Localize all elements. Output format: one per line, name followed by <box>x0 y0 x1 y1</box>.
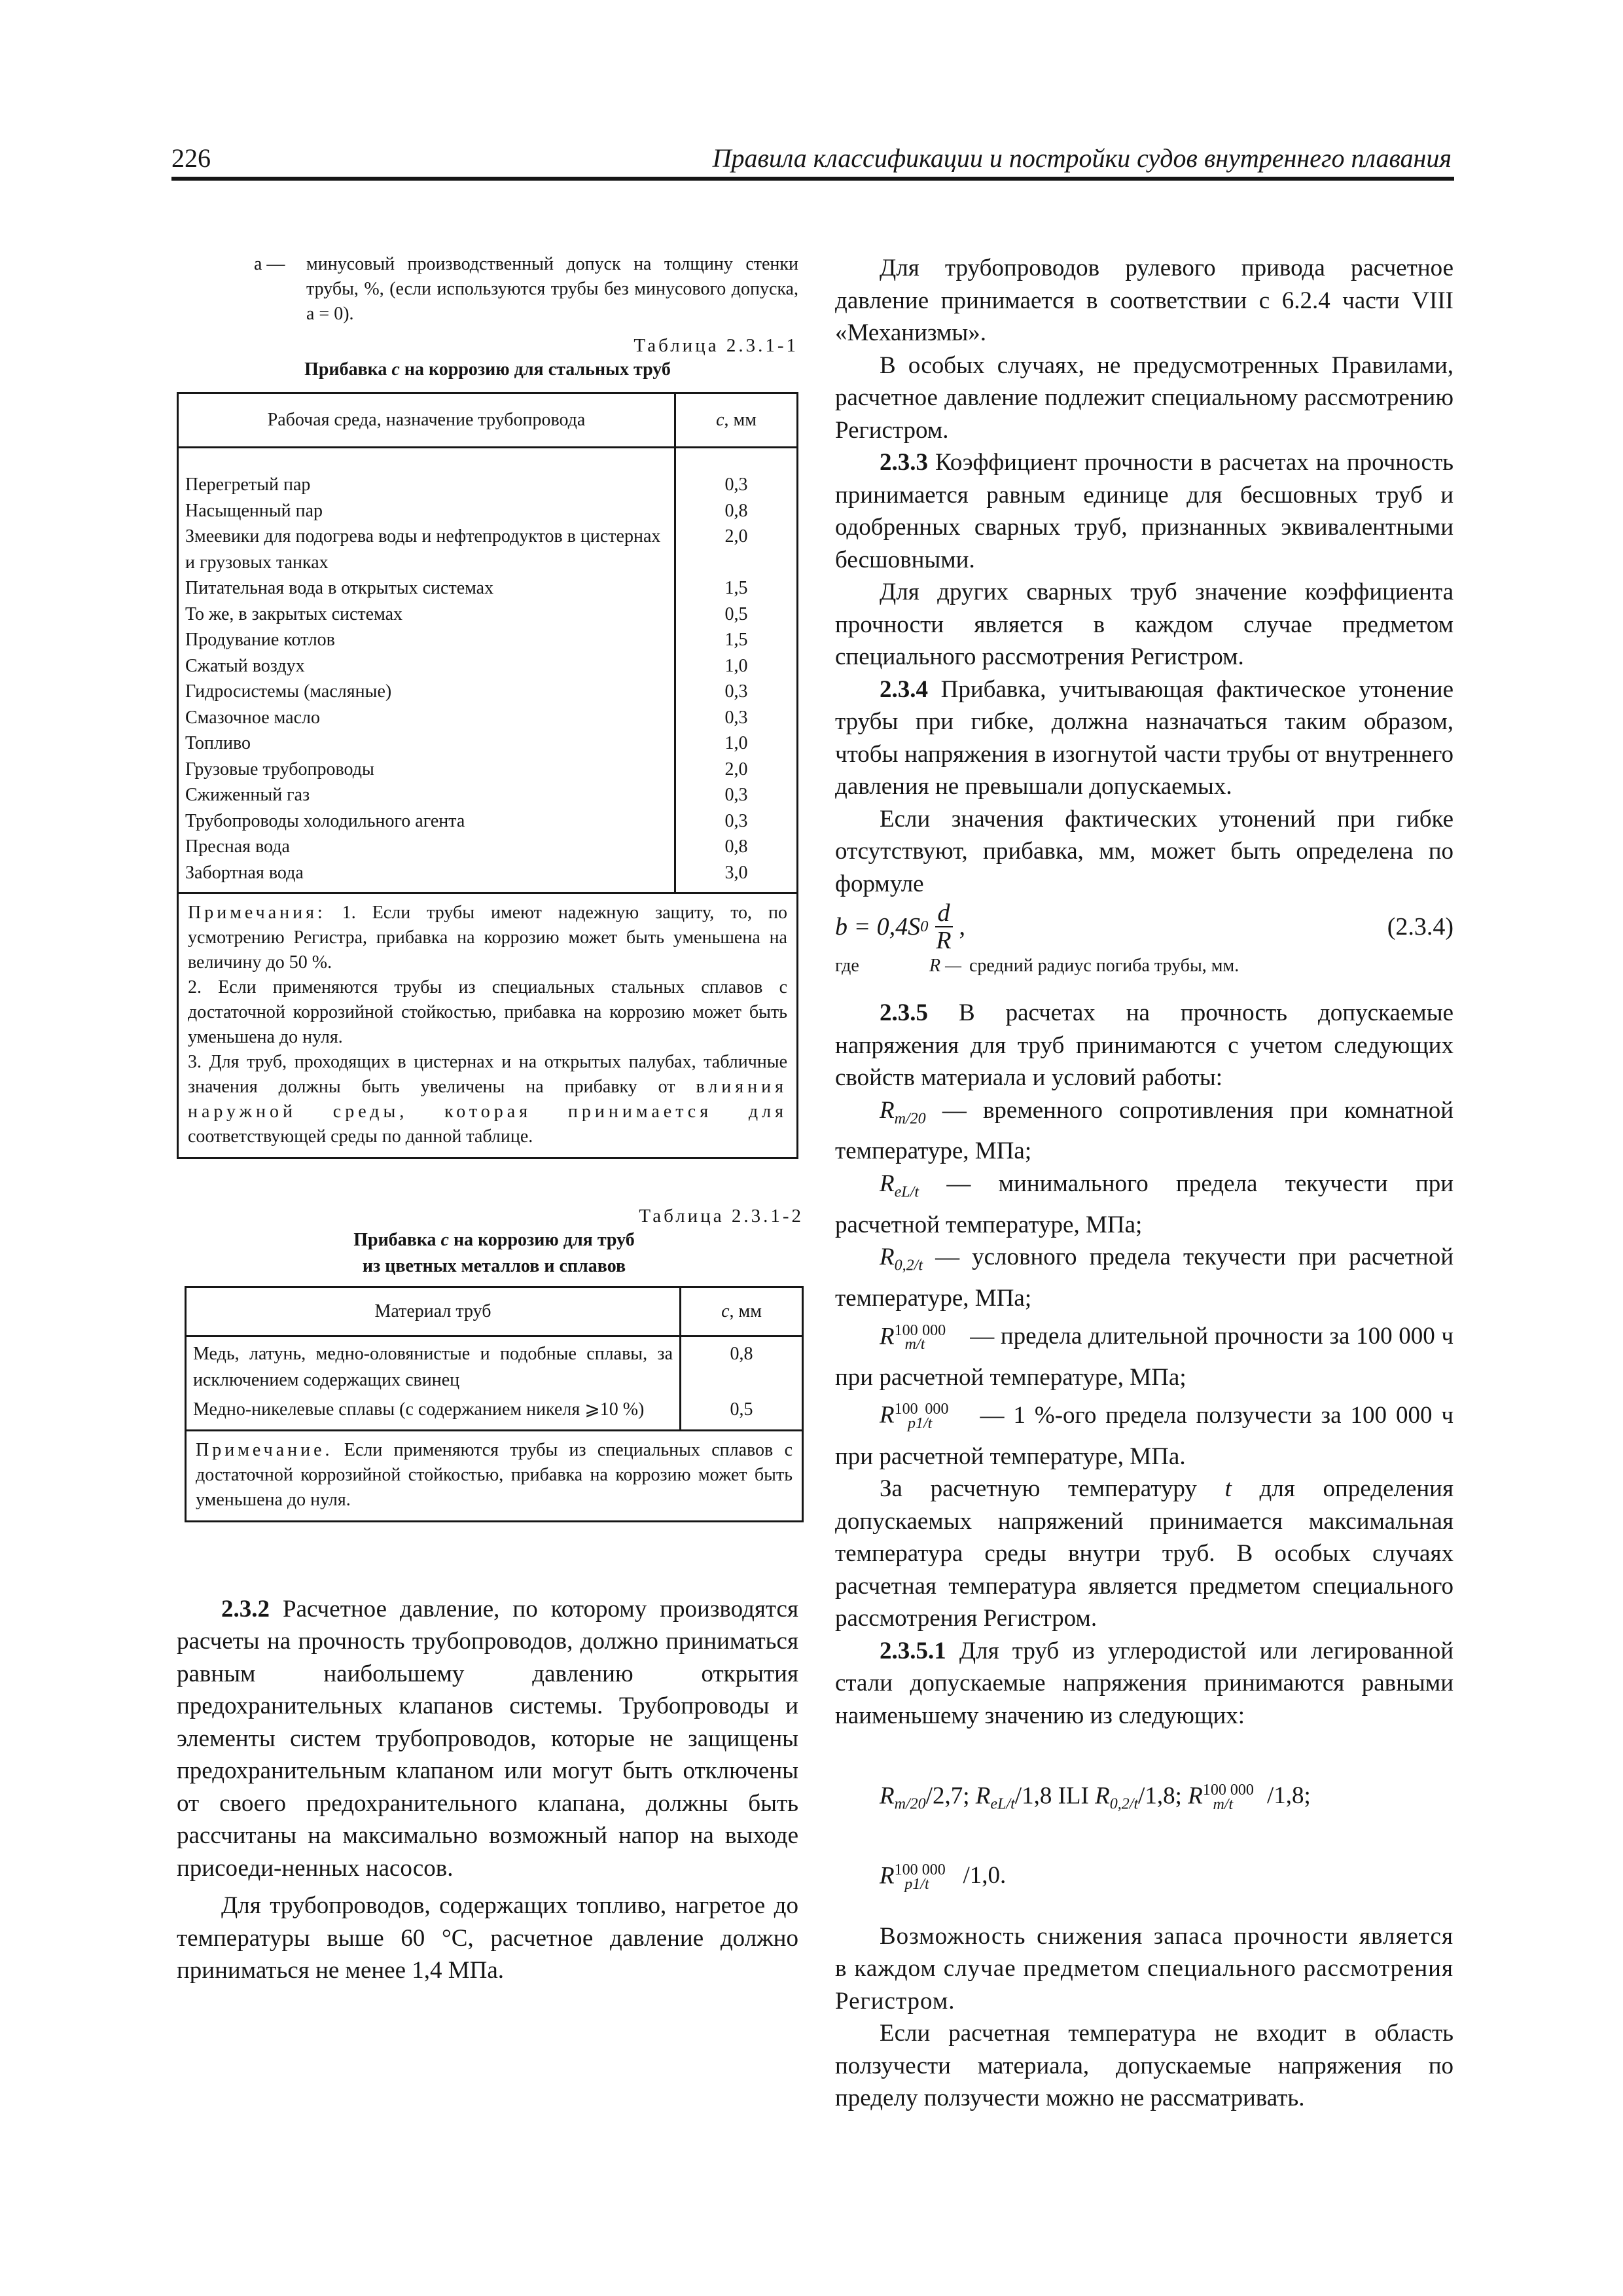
formula-comma: , <box>959 913 965 941</box>
def-symbol: R <box>880 1401 895 1429</box>
row-value: 0,5 <box>730 1399 753 1420</box>
def-symbol: R <box>880 1323 895 1350</box>
table-row <box>178 834 798 860</box>
def-subscript: m/20 <box>894 1109 926 1127</box>
table2-title-post: на коррозию для труб <box>448 1230 635 1250</box>
table1-notes <box>177 894 798 1159</box>
sf-d-sub: m/t <box>1213 1795 1234 1813</box>
table-row <box>178 653 798 679</box>
note-3c: соответствующей среды по данной таблице. <box>188 1126 533 1147</box>
formula-expression <box>835 900 965 954</box>
table-row <box>178 472 798 498</box>
formula-number: (2.3.4) <box>1387 913 1454 941</box>
def-symbol: R <box>880 1170 895 1197</box>
notes-label: Примечания: <box>188 903 326 923</box>
row-value: 0,3 <box>724 707 748 728</box>
where-symbol: R — <box>929 956 961 976</box>
table-row <box>178 498 798 524</box>
row-value: 0,3 <box>724 785 748 805</box>
table1-title-pre: Прибавка <box>304 359 392 380</box>
paragraph-steering: Для трубопроводов рулевого привода расчетное давление принимается в соответствии с 6.2.4 части VIII «Механизмы». <box>835 255 1454 346</box>
table-row <box>178 782 798 808</box>
temp-symbol: t <box>1224 1475 1232 1503</box>
table2-title-line2: из цветных металлов и сплавов <box>362 1256 626 1276</box>
table2-note-label: Примечание. <box>196 1439 333 1460</box>
paragraph-design-temperature <box>835 1473 1454 1635</box>
table-row <box>178 757 798 783</box>
variable-symbol: a — <box>254 254 285 274</box>
row-name: Медно-никелевые сплавы (с содержанием никеля ⩾10 %) <box>186 1393 681 1430</box>
table2-title-symbol: c <box>440 1230 449 1250</box>
row-value: 0,8 <box>724 500 748 521</box>
sf-d-tail: /1,8; <box>1266 1782 1311 1810</box>
paragraph-2-3-2 <box>177 1593 798 1885</box>
fraction-numerator: d <box>935 900 953 927</box>
table1-header-allowance <box>675 393 798 448</box>
row-value: 1,0 <box>724 655 748 676</box>
formula-subscript: 0 <box>920 918 929 935</box>
paragraph-special-cases: В особых случаях, не предусмотренных Правилами, расчетное давление подлежит специальному рассмотрению Регистром. <box>835 351 1454 444</box>
row-name: Насыщенный пар <box>178 498 675 524</box>
corrosion-table-nonferrous <box>185 1286 804 1431</box>
table2-notes <box>185 1431 804 1522</box>
table2-title <box>185 1227 804 1280</box>
formula-where <box>835 954 1454 978</box>
table-row <box>178 860 798 893</box>
def-subscript: p1/t <box>907 1415 933 1433</box>
note-1: 1. Если трубы имеют надежную защиту, то, по усмотрению Регистра, прибавка на коррозию может быть уменьшена на величину до 50 %. <box>188 903 787 973</box>
where-text: средний радиус погиба трубы, мм. <box>969 956 1240 976</box>
row-value: 1,5 <box>724 578 748 598</box>
table2-title-pre: Прибавка <box>353 1230 441 1250</box>
row-name: Сжатый воздух <box>178 653 675 679</box>
row-name: Забортная вода <box>178 860 675 893</box>
table2-header-allowance <box>681 1287 803 1336</box>
table1-header-medium: Рабочая среда, назначение трубопровода <box>178 393 675 448</box>
paragraph-text: Расчетное давление, по которому производятся расчеты на прочность трубопроводов, должно приниматься равным наибольшему давлению открытия предохранительных клапанов системы. Трубопроводы и элементы систем трубопроводов, которые не защищены предохранительным клапаном или могут быть отключены от своего предохранительного клапана, должны быть рассчитаны на максимально возможный напор на выходе присоеди-ненных насосов. <box>177 1595 798 1882</box>
table2-caption: Таблица 2.3.1-2 <box>639 1206 804 1227</box>
paragraph-text: Для труб из углеродистой или легированной стали допускаемые напряжения принимаются равными наименьшему значению из следующих: <box>835 1637 1454 1729</box>
def-subscript: 0,2/t <box>894 1257 923 1274</box>
variable-definition-a <box>254 252 798 327</box>
table1-caption: Таблица 2.3.1-1 <box>633 335 798 356</box>
row-name: Гидросистемы (масляные) <box>178 679 675 705</box>
table-row <box>178 524 798 575</box>
temp-text-a: За расчетную температуру <box>880 1475 1225 1503</box>
def-text: — условного предела текучести при расчетной температуре, МПа; <box>835 1244 1454 1312</box>
table-row <box>178 601 798 628</box>
section-number: 2.3.5.1 <box>880 1637 946 1664</box>
row-name: Питательная вода в открытых системах <box>178 575 675 601</box>
row-value: 0,3 <box>724 810 748 831</box>
paragraph-welded: Для других сварных труб значение коэффициента прочности является в каждом случае предметом специального рассмотрения Регистром. <box>835 579 1454 670</box>
sf-a-sub: m/20 <box>894 1795 926 1813</box>
paragraph-formula-intro: Если значения фактических утонений при гибке отсутствуют, прибавка, мм, может быть определена по формуле <box>835 805 1454 897</box>
row-name: Сжиженный газ <box>178 782 675 808</box>
paragraph-creep: Если расчетная температура не входит в область ползучести материала, допускаемые напряжения по пределу ползучести можно не рассматривать. <box>835 2020 1454 2112</box>
corrosion-table-steel <box>177 392 798 894</box>
row-name: Трубопроводы холодильного агента <box>178 808 675 834</box>
def-symbol: R <box>880 1096 895 1124</box>
header-rule <box>171 177 1454 181</box>
sf-b-sub: eL/t <box>990 1795 1015 1813</box>
section-number: 2.3.5 <box>880 999 928 1026</box>
table-row <box>178 627 798 653</box>
fraction-denominator: R <box>936 927 952 954</box>
sf-a-tail: /2,7; <box>925 1782 976 1810</box>
def-superscript: 100 000 <box>894 1401 949 1418</box>
sf-e-tail: /1,0. <box>963 1862 1007 1890</box>
running-title: Правила классификации и постройки судов внутреннего плавания <box>712 143 1452 173</box>
paragraph-2-3-5 <box>835 997 1454 1094</box>
def-text: — предела длительной прочности за 100 000 ч при расчетной температуре, МПа; <box>835 1323 1454 1391</box>
left-column <box>177 252 804 1987</box>
row-name: Грузовые трубопроводы <box>178 757 675 783</box>
table2-body <box>186 1336 803 1431</box>
row-name: Медь, латунь, медно-оловянистые и подобные сплавы, за исключением содержащих свинец <box>186 1336 681 1393</box>
note-2: 2. Если применяются трубы из специальных стальных сплавов с достаточной коррозийной стойкостью, прибавка на коррозию может быть уменьшена до нуля. <box>188 977 787 1047</box>
row-value: 1,0 <box>724 733 748 753</box>
note-3b: влияния наружной среды, которая принимается для <box>188 1077 788 1122</box>
definition-rmt <box>835 1315 1454 1394</box>
sf-e-sub: p1/t <box>904 1875 929 1893</box>
table2-note-text: Если применяются трубы из специальных сплавов с достаточной коррозийной стойкостью, прибавка на коррозию может быть уменьшена до нуля. <box>196 1439 793 1510</box>
section-number: 2.3.3 <box>880 449 928 476</box>
table-row <box>186 1336 803 1393</box>
row-value: 2,0 <box>724 759 748 780</box>
paragraph-2-3-3 <box>835 446 1454 576</box>
formula-fraction <box>935 900 953 954</box>
paragraph-fuel: Для трубопроводов, содержащих топливо, нагретое до температуры выше 60 °C, расчетное давление должно приниматься не менее 1,4 МПа. <box>177 1892 798 1984</box>
paragraph-reduce-margin: Возможность снижения запаса прочности является в каждом случае предметом специального рассмотрения Регистром. <box>835 1922 1454 2015</box>
def-text: — минимального предела текучести при расчетной температуре, МПа; <box>835 1170 1454 1238</box>
row-name: Топливо <box>178 730 675 757</box>
def-text: — временного сопротивления при комнатной температуре, МПа; <box>835 1096 1454 1165</box>
section-number: 2.3.4 <box>880 675 928 703</box>
paragraph-2-3-4 <box>835 673 1454 803</box>
paragraph-text: В расчетах на прочность допускаемые напряжения для труб принимаются с учетом следующих свойств материала и условий работы: <box>835 999 1454 1091</box>
temp-text-b: для определения допускаемых напряжений принимается максимальная температура среды внутри труб. В особых случаях расчетная температура является предметом специального рассмотрения Регистром. <box>835 1475 1454 1632</box>
row-name: Змеевики для подогрева воды и нефтепродуктов в цистернах и грузовых танках <box>178 524 675 575</box>
table-row <box>178 730 798 757</box>
where-word: где <box>835 956 859 976</box>
variable-text: минусовый производственный допуск на толщину стенки трубы, %, (если используются трубы без минусового допуска, a = 0). <box>306 254 798 324</box>
table1-header-symbol: c <box>716 410 724 430</box>
right-column <box>835 252 1454 2115</box>
formula-lhs: b = 0,4S <box>835 913 921 941</box>
row-value: 0,3 <box>724 475 748 495</box>
def-subscript: m/t <box>904 1336 925 1354</box>
table1-title-symbol: c <box>391 359 400 380</box>
definition-rp1t <box>835 1393 1454 1473</box>
paragraph-text: Прибавка, учитывающая фактическое утонение трубы при гибке, должна назначаться таким образом, чтобы напряжения в изогнутой части трубы от внутреннего давления не превышали допускаемых. <box>835 675 1454 800</box>
page-number: 226 <box>171 143 211 173</box>
table-row <box>178 575 798 601</box>
table1-header-unit: , мм <box>724 410 757 430</box>
row-value: 0,8 <box>730 1344 753 1364</box>
row-value: 0,8 <box>724 836 748 857</box>
row-name: Смазочное масло <box>178 705 675 731</box>
table1-body <box>178 448 798 893</box>
def-symbol: R <box>880 1244 895 1271</box>
row-value: 1,5 <box>724 630 748 650</box>
table-row <box>186 1393 803 1430</box>
definition-r02t <box>835 1241 1454 1314</box>
paragraph-2-3-5-1 <box>835 1635 1454 1732</box>
table-row <box>178 705 798 731</box>
definition-relt <box>835 1168 1454 1241</box>
note-3a: 3. Для труб, проходящих в цистернах и на открытых палубах, табличные значения должны быть увеличены на прибавку от <box>188 1052 787 1097</box>
section-number: 2.3.2 <box>221 1595 270 1623</box>
table2-header-unit: , мм <box>729 1301 762 1321</box>
row-value: 2,0 <box>724 526 748 547</box>
sf-c-sub: 0,2/t <box>1109 1795 1139 1813</box>
table1-title <box>177 357 798 383</box>
row-value: 3,0 <box>724 862 748 883</box>
table-row <box>178 679 798 705</box>
sf-b-tail: /1,8 ILI <box>1014 1782 1096 1810</box>
row-value: 0,5 <box>724 603 748 624</box>
sf-d-sup: 100 000 <box>1202 1782 1254 1799</box>
formula-2-3-4 <box>835 900 1454 954</box>
table-row <box>178 808 798 834</box>
row-name: Перегретый пар <box>178 472 675 498</box>
def-text: — 1 %-ого предела ползучести за 100 000 ч при расчетной температуре, МПа. <box>835 1401 1454 1470</box>
def-superscript: 100 000 <box>894 1321 946 1339</box>
row-value: 0,3 <box>724 681 748 702</box>
row-name: То же, в закрытых системах <box>178 601 675 628</box>
allowable-stress-formula: $R_{m/20}/2,7$; $R_{eL/t}/1,8$ ILI $R_{0,2/t}/1,8$; $R^{100 000}_{m/t}$ /1,8; $R^{100 000}_{p1/t}$ /1,0. <box>880 1782 1311 1893</box>
sf-c-tail: /1,8; <box>1138 1782 1188 1810</box>
paragraph-text: Коэффициент прочности в расчетах на прочность принимается равным единице для бесшовных труб и одобренных сварных труб, признанных эквивалентными бесшовными. <box>835 449 1454 573</box>
definition-rm20 <box>835 1094 1454 1168</box>
table1-title-post: на коррозию для стальных труб <box>399 359 671 380</box>
sf-e-sup: 100 000 <box>894 1861 946 1878</box>
def-subscript: eL/t <box>894 1183 919 1201</box>
row-name: Пресная вода <box>178 834 675 860</box>
table2-header-material: Материал труб <box>186 1287 681 1336</box>
row-name: Продувание котлов <box>178 627 675 653</box>
table2-header-symbol: c <box>721 1301 730 1321</box>
